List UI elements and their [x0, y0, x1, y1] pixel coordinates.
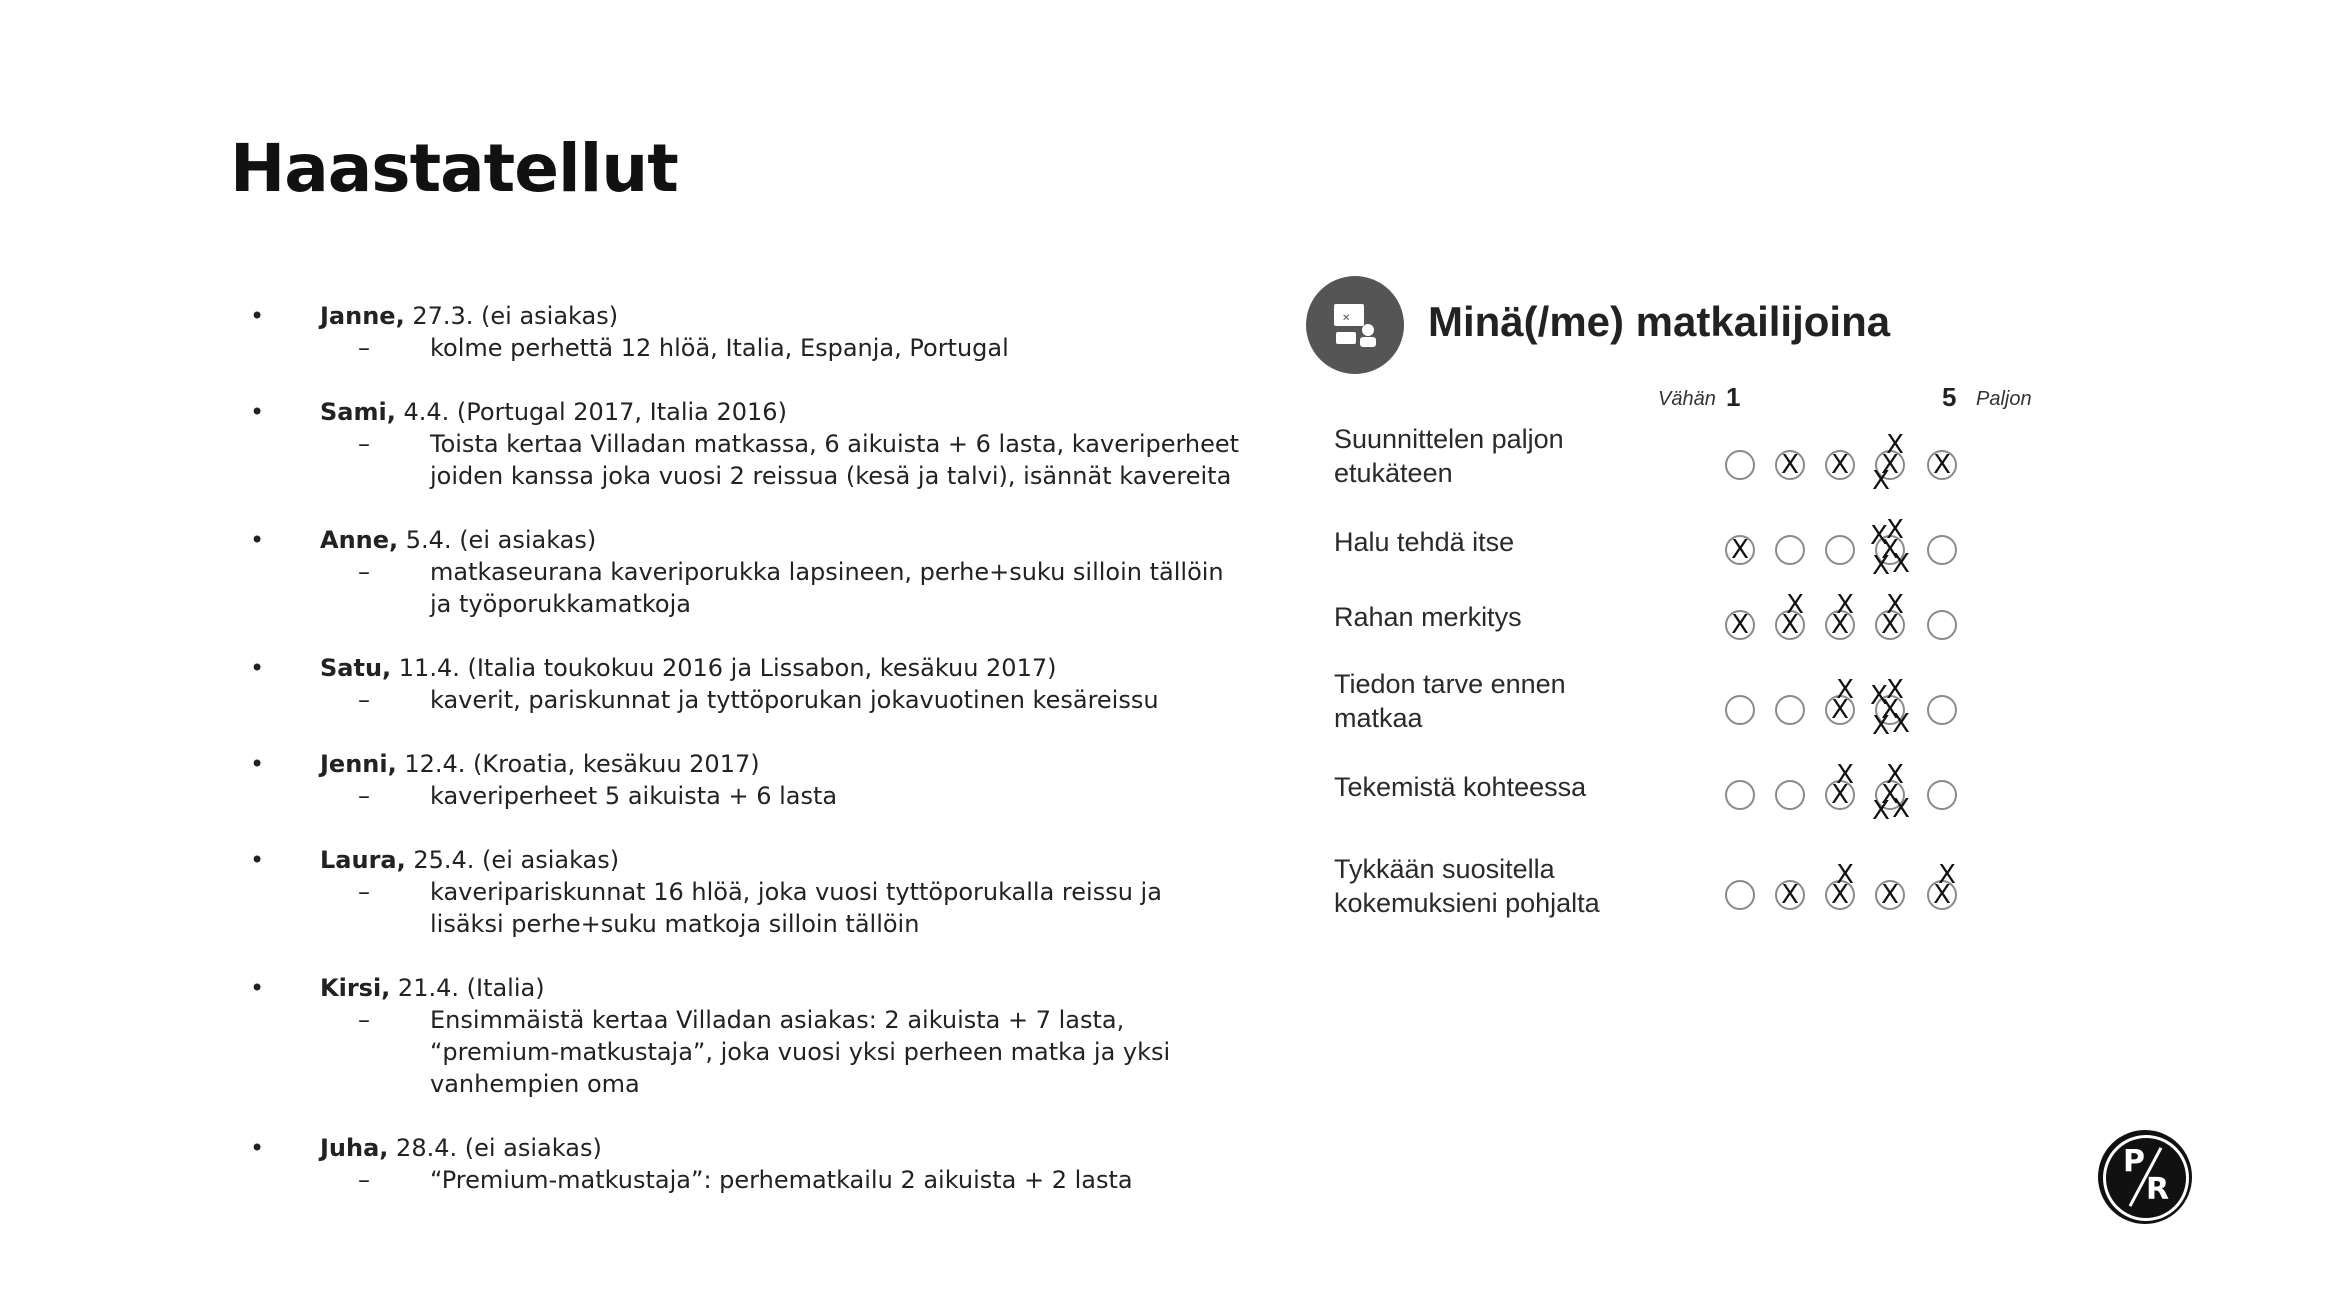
interviewee-name: Sami, [320, 398, 396, 426]
response-mark: X [1731, 535, 1749, 565]
response-mark: X [1781, 450, 1799, 480]
detail-line: ja työporukkamatkoja [430, 590, 691, 618]
dash: – [358, 1006, 370, 1034]
scale-option-circle [1725, 450, 1755, 480]
response-mark: X [1892, 794, 1910, 824]
response-mark: X [1881, 695, 1899, 725]
interviewee-name: Anne, [320, 526, 399, 554]
detail-line: kaveripariskunnat 16 hlöä, joka vuosi tyttöporukalla reissu ja [430, 878, 1162, 906]
survey-question-label: Tykkään suositella kokemuksieni pohjalta [1334, 854, 1600, 918]
response-mark: X [1786, 590, 1804, 620]
interviewee-name: Janne, [320, 302, 405, 330]
bullet: • [250, 1134, 265, 1162]
bullet: • [250, 302, 265, 330]
response-mark: X [1781, 880, 1799, 910]
response-mark: X [1831, 780, 1849, 810]
interviewee-item [240, 524, 1240, 620]
detail-line: Toista kertaa Villadan matkassa, 6 aikuista + 6 lasta, kaveriperheet [430, 430, 1240, 458]
detail-line: vanhempien oma [430, 1070, 640, 1098]
interviewee-info: 25.4. (ei asiakas) [405, 846, 620, 874]
survey-question-label: Suunnittelen paljon etukäteen [1334, 424, 1564, 488]
detail-line: lisäksi perhe+suku matkoja silloin tällöin [430, 910, 920, 938]
response-mark: X [1870, 681, 1888, 711]
scale-option-circle [1725, 695, 1755, 725]
interviewee-name: Kirsi, [320, 974, 391, 1002]
response-mark: X [1933, 880, 1951, 910]
interviewee-info: 28.4. (ei asiakas) [388, 1134, 602, 1162]
survey-question-label: Tekemistä kohteessa [1334, 772, 1587, 802]
scale-option-circle [1927, 535, 1957, 565]
detail-line: “Premium-matkustaja”: perhematkailu 2 aikuista + 2 lasta [430, 1166, 1133, 1194]
detail-line: kaverit, pariskunnat ja tyttöporukan jokavuotinen kesäreissu [430, 686, 1159, 714]
interviewee-name: Juha, [320, 1134, 389, 1162]
response-mark: X [1872, 711, 1890, 741]
interviewee-item [240, 972, 1240, 1100]
interviewee-details [240, 876, 1240, 940]
interviewee-details [240, 556, 1240, 620]
bullet: • [250, 526, 265, 554]
interviewee-item [240, 300, 1240, 364]
response-mark: X [1938, 860, 1956, 890]
interviewee-list [240, 300, 1240, 1228]
scale-low-number: 1 [1726, 382, 1741, 412]
interviewee-info: 5.4. (ei asiakas) [398, 526, 597, 554]
interviewee-info: 12.4. (Kroatia, kesäkuu 2017) [396, 750, 760, 778]
response-mark: X [1881, 450, 1899, 480]
interviewee-details [240, 1004, 1240, 1100]
response-mark: X [1781, 610, 1799, 640]
interviewee-info: 27.3. (ei asiakas) [404, 302, 619, 330]
response-mark: X [1886, 590, 1904, 620]
bullet: • [250, 974, 265, 1002]
interviewee-item [240, 1132, 1240, 1196]
interviewee-info: 4.4. (Portugal 2017, Italia 2016) [395, 398, 787, 426]
scale-option-circle [1775, 695, 1805, 725]
response-mark: X [1870, 521, 1888, 551]
response-mark: X [1886, 515, 1904, 545]
scale-option-circle [1825, 535, 1855, 565]
response-mark: X [1892, 549, 1910, 579]
interviewee-name: Satu, [320, 654, 392, 682]
response-mark: X [1892, 709, 1910, 739]
dash: – [358, 686, 370, 714]
response-mark: X [1881, 610, 1899, 640]
response-mark: X [1881, 780, 1899, 810]
interviewee-details [240, 684, 1240, 716]
interviewee-name: Jenni, [320, 750, 397, 778]
response-mark: X [1886, 675, 1904, 705]
interviewee-details [240, 780, 1240, 812]
scale-high-number: 5 [1942, 382, 1957, 412]
response-mark: X [1881, 535, 1899, 565]
response-mark: X [1836, 675, 1854, 705]
scale-low-label: Vähän [1658, 388, 1716, 410]
detail-line: matkaseurana kaveriporukka lapsineen, perhe+suku silloin tällöin [430, 558, 1224, 586]
interviewee-details [240, 332, 1240, 364]
interviewee-item [240, 748, 1240, 812]
bullet: • [250, 750, 265, 778]
survey-question-label: Halu tehdä itse [1334, 527, 1515, 557]
interviewee-item [240, 396, 1240, 492]
detail-line: Ensimmäistä kertaa Villadan asiakas: 2 aikuista + 7 lasta, [430, 1006, 1125, 1034]
response-mark: X [1831, 450, 1849, 480]
response-mark: X [1831, 695, 1849, 725]
scale-option-circle [1725, 780, 1755, 810]
detail-line: “premium-matkustaja”, joka vuosi yksi perheen matka ja yksi [430, 1038, 1171, 1066]
response-mark: X [1933, 450, 1951, 480]
scale-high-label: Paljon [1976, 388, 2032, 410]
dash: – [358, 430, 370, 458]
survey-panel [1300, 270, 2100, 970]
response-mark: X [1872, 796, 1890, 826]
dash: – [358, 334, 370, 362]
response-mark: X [1731, 610, 1749, 640]
dash: – [358, 782, 370, 810]
response-mark: X [1836, 860, 1854, 890]
dash: – [358, 1166, 370, 1194]
scale-option-circle [1775, 780, 1805, 810]
interviewee-details [240, 428, 1240, 492]
response-mark: X [1872, 551, 1890, 581]
bullet: • [250, 654, 265, 682]
response-mark: X [1831, 880, 1849, 910]
interviewee-details [240, 1164, 1240, 1196]
svg-text:✕: ✕ [1342, 313, 1351, 324]
interviewee-info: 11.4. (Italia toukokuu 2016 ja Lissabon, kesäkuu 2017) [391, 654, 1057, 682]
response-mark: X [1881, 880, 1899, 910]
interviewee-info: 21.4. (Italia) [390, 974, 545, 1002]
interviewee-name: Laura, [320, 846, 406, 874]
response-mark: X [1836, 760, 1854, 790]
traveler-icon [1306, 276, 1404, 374]
scale-option-circle [1927, 780, 1957, 810]
response-mark: X [1831, 610, 1849, 640]
dash: – [358, 878, 370, 906]
scale-option-circle [1927, 610, 1957, 640]
scale-option-circle [1927, 695, 1957, 725]
brand-logo: P R [2098, 1130, 2192, 1224]
survey-title: Minä(/me) matkailijoina [1428, 298, 1891, 345]
interviewee-item [240, 652, 1240, 716]
detail-line: joiden kanssa joka vuosi 2 reissua (kesä ja talvi), isännät kavereita [430, 462, 1232, 490]
interviewee-item [240, 844, 1240, 940]
scale-option-circle [1725, 880, 1755, 910]
page-title: Haastatellut [230, 130, 678, 207]
detail-line: kolme perhettä 12 hlöä, Italia, Espanja, Portugal [430, 334, 1009, 362]
bullet: • [250, 398, 265, 426]
response-mark: X [1886, 430, 1904, 460]
detail-line: kaveriperheet 5 aikuista + 6 lasta [430, 782, 838, 810]
dash: – [358, 558, 370, 586]
response-mark: X [1836, 590, 1854, 620]
bullet: • [250, 846, 265, 874]
response-mark: X [1886, 760, 1904, 790]
survey-question-label: Rahan merkitys [1334, 602, 1522, 632]
response-mark: X [1872, 466, 1890, 496]
scale-option-circle [1775, 535, 1805, 565]
survey-question-label: Tiedon tarve ennen matkaa [1334, 669, 1566, 733]
